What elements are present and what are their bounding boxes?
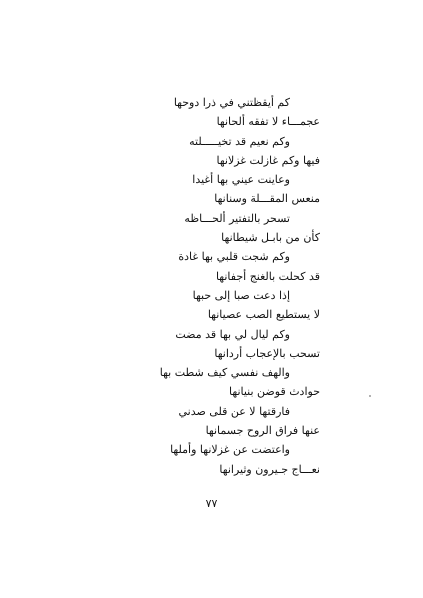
verse-line: وكم ليال لي بها قد مضت bbox=[175, 327, 290, 341]
verse-line: عجمـــاء لا تفقه ألحانها bbox=[216, 115, 320, 129]
verse-line: واعتضت عن غزلانها وأملها bbox=[170, 443, 290, 457]
verse-line: فارقتها لا عن قلى صدني bbox=[178, 404, 290, 418]
verse-line: كأن من بابـل شيطانها bbox=[221, 231, 320, 245]
verse-line: حوادث قوضن بنيانها bbox=[229, 385, 320, 399]
verse-line: منعس المقـــلة وسنانها bbox=[214, 192, 320, 206]
verse-line: وكم نعيم قد تخيـــــلته bbox=[189, 134, 290, 148]
verse-line: كم أيقظتني في ذرا دوحها bbox=[173, 96, 290, 109]
page-number: ٧٧ bbox=[205, 497, 218, 510]
verse-line: وكم شجت قلبي بها غادة bbox=[178, 250, 290, 264]
verse-line: تسحر بالتفتير ألحـــاظه bbox=[184, 211, 290, 225]
verse-line: عنها فراق الروح جسمانها bbox=[205, 424, 320, 438]
verse-line: قد كحلت بالغنج أجفانها bbox=[215, 269, 320, 283]
verse-line: تسحب بالإعجاب أردانها bbox=[214, 346, 320, 360]
poem-verses bbox=[80, 93, 320, 479]
verse-line: والهف نفسي كيف شطت بها bbox=[159, 366, 290, 380]
verse-line: فيها وكم غازلت غزلانها bbox=[216, 153, 320, 167]
paper-speck bbox=[369, 395, 371, 397]
verse-line: لا يستطيع الصب عصيانها bbox=[207, 308, 320, 322]
verse-line: إذا دعت صبا إلى حبها bbox=[192, 288, 290, 302]
verse-line: نعـــاج جـيرون وثيرانها bbox=[219, 462, 320, 476]
verse-line: وعاينت عيني بها أغيدا bbox=[192, 173, 290, 187]
